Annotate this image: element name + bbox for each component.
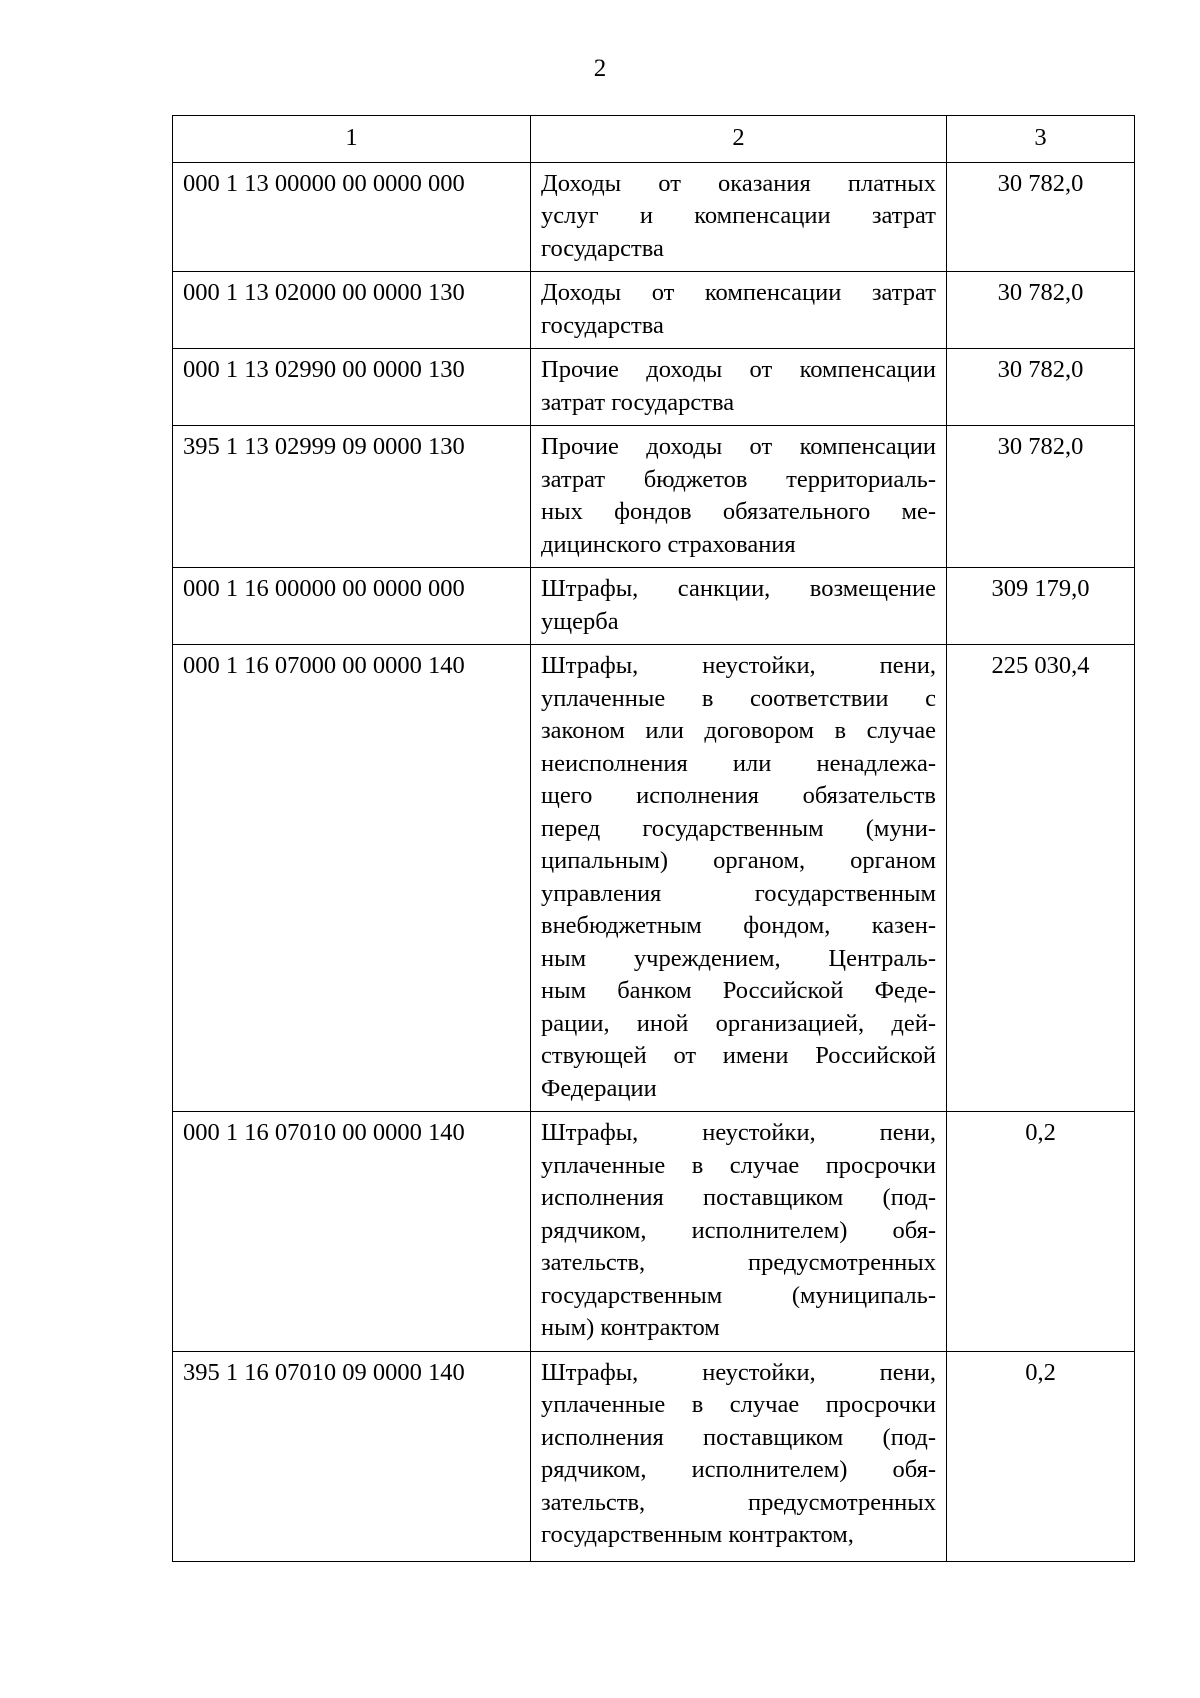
- revenue-name-line: ным) контрактом: [541, 1314, 720, 1341]
- table-row: [173, 1351, 1135, 1561]
- revenue-name-line: рядчиком, исполнителем) обя-: [541, 1216, 936, 1244]
- table-row: [173, 162, 1135, 272]
- revenue-name-line: Штрафы, неустойки, пени,: [541, 1119, 936, 1146]
- revenue-name-line: ным учреждением, Централь-: [541, 944, 936, 972]
- cell-amount: 0,2: [947, 1112, 1135, 1352]
- revenue-name-line: ущерба: [541, 607, 619, 635]
- revenue-name-line: государственным контрактом,: [541, 1521, 854, 1548]
- revenue-name-line: перед государственным (муни-: [541, 814, 936, 842]
- cell-revenue-name: [531, 349, 947, 426]
- revenue-name-line: дицинского страхования: [541, 530, 796, 558]
- table-header-row: [173, 116, 1135, 163]
- revenue-name-line: рядчиком, исполнителем) обя-: [541, 1456, 936, 1483]
- revenue-name-line: рации, иной организацией, дей-: [541, 1009, 936, 1037]
- revenue-name-line: неисполнения или ненадлежа-: [541, 749, 936, 777]
- header-cell-name: 2: [531, 116, 947, 163]
- cell-amount: 30 782,0: [947, 272, 1135, 349]
- table-row: [173, 349, 1135, 426]
- cell-amount: 225 030,4: [947, 645, 1135, 1112]
- revenue-name-line: затрат бюджетов территориаль-: [541, 465, 936, 493]
- revenue-name-line: государства: [541, 311, 664, 339]
- table-row: [173, 1112, 1135, 1352]
- revenue-name-line: ным банком Российской Феде-: [541, 977, 936, 1004]
- revenue-name-line: ствующей от имени Российской: [541, 1042, 936, 1069]
- cell-amount: 30 782,0: [947, 349, 1135, 426]
- revenue-name-line: Доходы от оказания платных: [541, 169, 936, 197]
- page-number: 2: [593, 55, 607, 82]
- header-cell-code: 1: [173, 116, 531, 163]
- cell-budget-code: 000 1 16 07000 00 0000 140: [173, 645, 531, 1112]
- table-row: [173, 645, 1135, 1112]
- revenue-name-line: Федерации: [541, 1074, 657, 1102]
- revenue-name-line: Прочие доходы от компенсации: [541, 433, 936, 460]
- revenue-name-line: ных фондов обязательного ме-: [541, 498, 936, 525]
- revenue-name-line: Штрафы, неустойки, пени,: [541, 652, 936, 679]
- cell-budget-code: 000 1 13 02990 00 0000 130: [173, 349, 531, 426]
- revenue-name-line: законом или договором в случае: [541, 717, 936, 744]
- cell-revenue-name: [531, 645, 947, 1112]
- cell-budget-code: 395 1 16 07010 09 0000 140: [173, 1351, 531, 1561]
- cell-amount: 309 179,0: [947, 568, 1135, 645]
- cell-budget-code: 000 1 16 00000 00 0000 000: [173, 568, 531, 645]
- table-row: [173, 426, 1135, 568]
- revenue-name-line: государственным (муниципаль-: [541, 1281, 936, 1309]
- header-cell-sum: 3: [947, 116, 1135, 163]
- revenue-name-line: внебюджетным фондом, казен-: [541, 912, 936, 939]
- cell-budget-code: 000 1 13 00000 00 0000 000: [173, 162, 531, 272]
- revenue-name-line: уплаченные в случае просрочки: [541, 1151, 936, 1179]
- table-row: [173, 568, 1135, 645]
- revenue-name-line: щего исполнения обязательств: [541, 782, 936, 809]
- cell-budget-code: 000 1 13 02000 00 0000 130: [173, 272, 531, 349]
- revenue-name-line: исполнения поставщиком (под-: [541, 1423, 936, 1451]
- cell-revenue-name: [531, 1112, 947, 1352]
- cell-revenue-name: [531, 426, 947, 568]
- cell-budget-code: 395 1 13 02999 09 0000 130: [173, 426, 531, 568]
- revenue-name-line: Прочие доходы от компенсации: [541, 356, 936, 383]
- revenue-name-line: управления государственным: [541, 879, 936, 907]
- table-row: [173, 272, 1135, 349]
- cell-budget-code: 000 1 16 07010 00 0000 140: [173, 1112, 531, 1352]
- revenue-name-line: Доходы от компенсации затрат: [541, 279, 936, 306]
- cell-revenue-name: [531, 1351, 947, 1561]
- revenue-name-line: услуг и компенсации затрат: [541, 202, 936, 229]
- cell-revenue-name: [531, 272, 947, 349]
- cell-amount: 30 782,0: [947, 426, 1135, 568]
- cell-amount: 0,2: [947, 1351, 1135, 1561]
- budget-revenue-table: [172, 115, 1135, 1562]
- revenue-name-line: зательств, предусмотренных: [541, 1488, 936, 1516]
- revenue-name-line: Штрафы, неустойки, пени,: [541, 1358, 936, 1386]
- revenue-name-line: уплаченные в соответствии с: [541, 684, 936, 712]
- revenue-name-line: затрат государства: [541, 388, 735, 416]
- revenue-name-line: ципальным) органом, органом: [541, 847, 936, 874]
- revenue-name-line: зательств, предусмотренных: [541, 1249, 936, 1276]
- revenue-name-line: государства: [541, 234, 664, 262]
- cell-amount: 30 782,0: [947, 162, 1135, 272]
- cell-revenue-name: [531, 568, 947, 645]
- revenue-name-line: уплаченные в случае просрочки: [541, 1391, 936, 1418]
- revenue-name-line: Штрафы, санкции, возмещение: [541, 575, 936, 602]
- revenue-name-line: исполнения поставщиком (под-: [541, 1184, 936, 1211]
- cell-revenue-name: [531, 162, 947, 272]
